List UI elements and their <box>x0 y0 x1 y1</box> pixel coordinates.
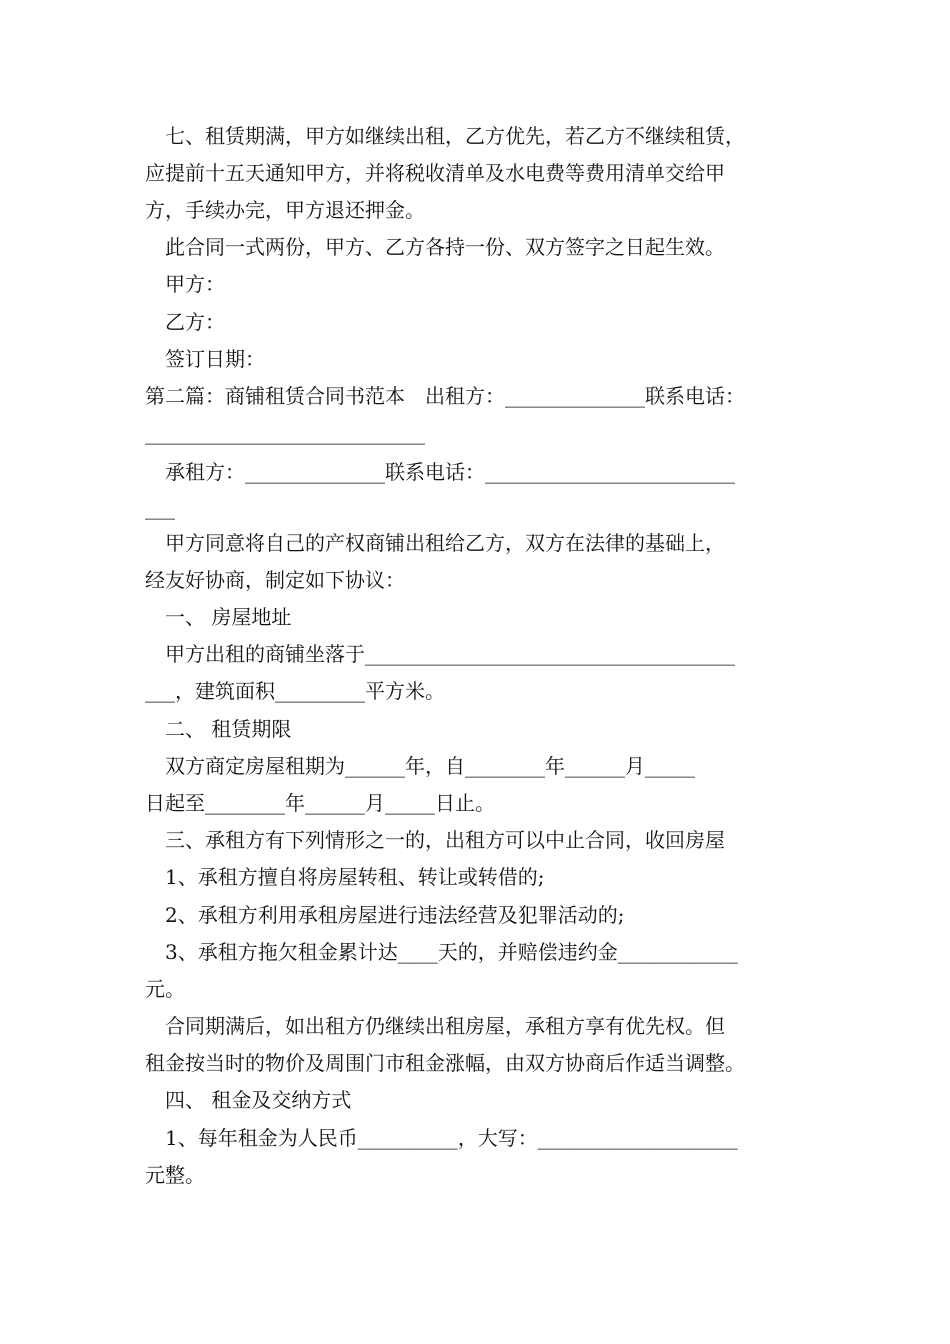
text-line: ___，建筑面积_________平方米。 <box>145 679 445 703</box>
text-line: 日起至________年______月_____日止。 <box>145 791 495 815</box>
section-heading: 第二篇：商铺租赁合同书范本 出租方：______________联系电话： <box>145 384 745 408</box>
text-line: 租金按当时的物价及周围门市租金涨幅，由双方协商后作适当调整。 <box>145 1051 745 1075</box>
list-item: 1、承租方擅自将房屋转租、转让或转借的; <box>145 865 545 889</box>
text-line: 双方商定房屋租期为______年，自________年______月_____ <box>145 754 695 778</box>
text-line: 合同期满后，如出租方仍继续出租房屋，承租方享有优先权。但 <box>145 1014 725 1038</box>
text-line: ___ <box>145 496 175 520</box>
text-line: 七、租赁期满，甲方如继续出租，乙方优先，若乙方不继续租赁， <box>145 124 745 148</box>
clause-heading: 一、 房屋地址 <box>145 605 292 629</box>
text-line: 承租方：______________联系电话：_________________________ <box>145 460 735 484</box>
clause-heading: 四、 租金及交纳方式 <box>145 1088 352 1112</box>
text-line: 方，手续办完，甲方退还押金。 <box>145 198 425 222</box>
party-a-label: 甲方： <box>145 272 225 296</box>
list-item: 1、每年租金为人民币__________，大写：____________________ <box>145 1126 738 1150</box>
text-line: 应提前十五天通知甲方，并将税收清单及水电费等费用清单交给甲 <box>145 161 725 185</box>
text-line: 元。 <box>145 977 185 1001</box>
clause-heading: 三、承租方有下列情形之一的，出租方可以中止合同，收回房屋 <box>145 828 725 852</box>
text-line: 经友好协商，制定如下协议： <box>145 568 405 592</box>
list-item: 2、承租方利用承租房屋进行违法经营及犯罪活动的; <box>145 903 625 927</box>
party-b-label: 乙方： <box>145 310 225 334</box>
text-line: 元整。 <box>145 1163 205 1187</box>
sign-date-label: 签订日期： <box>145 347 265 371</box>
text-line: 甲方同意将自己的产权商铺出租给乙方，双方在法律的基础上， <box>145 531 725 555</box>
list-item: 3、承租方拖欠租金累计达____天的，并赔偿违约金____________ <box>145 940 738 964</box>
text-line: 此合同一式两份，甲方、乙方各持一份、双方签字之日起生效。 <box>145 235 725 259</box>
text-line: 甲方出租的商铺坐落于_____________________________________ <box>145 642 735 666</box>
clause-heading: 二、 租赁期限 <box>145 717 292 741</box>
text-line: ____________________________ <box>145 421 425 445</box>
